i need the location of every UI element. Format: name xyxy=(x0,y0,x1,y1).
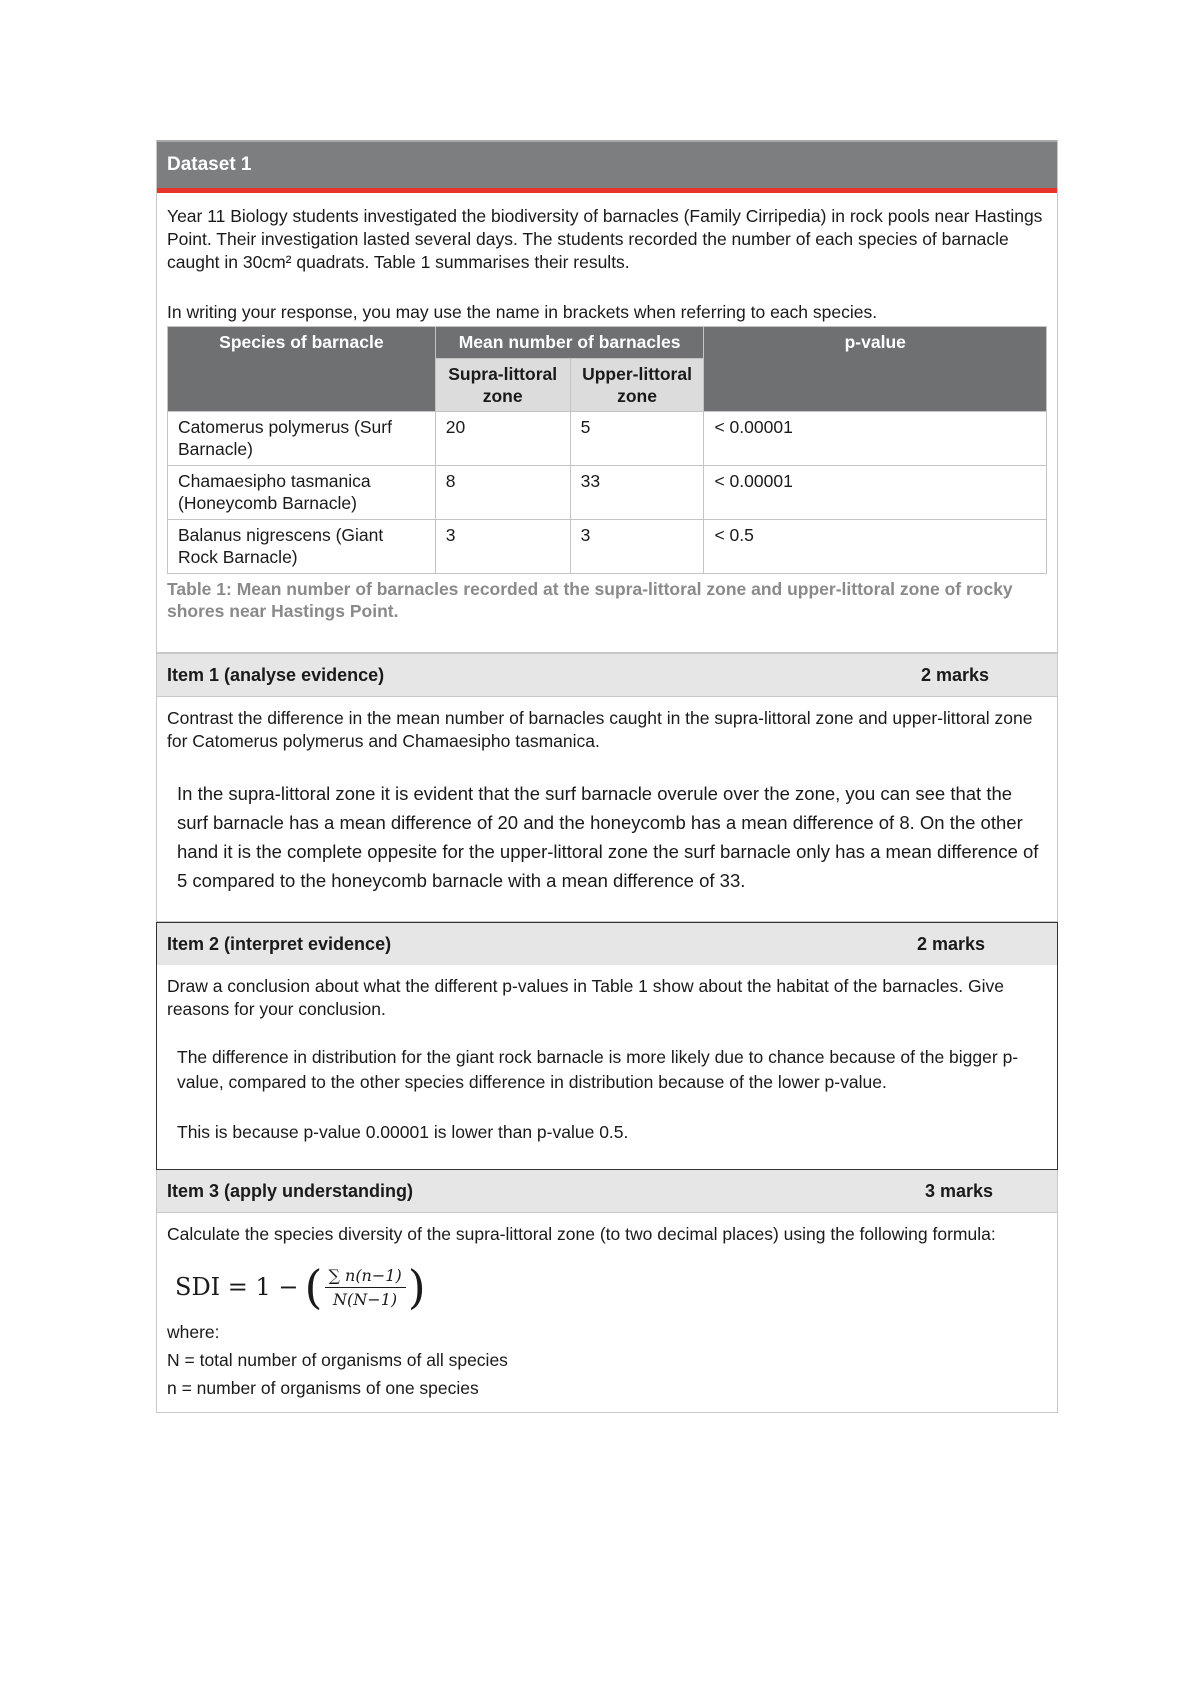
item-1-marks: 2 marks xyxy=(921,665,990,685)
header-mean: Mean number of barnacles xyxy=(435,327,704,359)
item-2-marks: 2 marks xyxy=(917,934,986,954)
item-3-marks: 3 marks xyxy=(925,1181,994,1201)
formula-denominator: N(N−1) xyxy=(333,1289,398,1309)
header-pvalue: p-value xyxy=(704,327,1047,412)
sdi-formula: SDI = 1 − ( $\frac{\sum n(n-1)}{N(N-1)}$ ) xyxy=(175,1260,426,1314)
table-caption: Table 1: Mean number of barnacles recorded at the supra-littoral zone and upper-littoral zone of rocky shores near Hastings Point. xyxy=(167,579,1013,621)
item-3-question: Calculate the species diversity of the supra-littoral zone (to two decimal places) using the following formula: xyxy=(167,1224,996,1244)
item-2-section xyxy=(156,922,1058,1170)
cell-supra: 8 xyxy=(435,466,570,520)
item-1-question: Contrast the difference in the mean number of barnacles caught in the supra-littoral zone and upper-littoral zone for Catomerus polymerus and Chamaesipho tasmanica. xyxy=(167,708,1033,751)
item-2-question: Draw a conclusion about what the different p-values in Table 1 show about the habitat of the barnacles. Give reasons for your conclusion. xyxy=(167,976,1004,1019)
dataset-title: Dataset 1 xyxy=(157,140,1057,193)
formula-fraction xyxy=(325,1266,406,1309)
item-1-section xyxy=(156,653,1058,922)
item-1-answer[interactable]: In the supra-littoral zone it is evident that the surf barnacle overule over the zone, you can see that the surf barnacle has a mean difference of 20 and the honeycomb has a mean difference of 8. On the other hand it is the complete oppesite for the upper-littoral zone the surf barnacle only has a mean difference of 5 compared to the honeycomb barnacle with a mean difference of 33. xyxy=(177,783,1039,891)
dataset-body xyxy=(157,193,1057,652)
table-row xyxy=(168,412,1047,466)
table-row xyxy=(168,466,1047,520)
cell-supra: 20 xyxy=(435,412,570,466)
cell-pvalue: < 0.00001 xyxy=(704,466,1047,520)
dataset-intro: Year 11 Biology students investigated the biodiversity of barnacles (Family Cirripedia) in rock pools near Hastings Point. Their investigation lasted several days. The students recorded the number of each species of barnacle caught in 30cm² quadrats. Table 1 summarises their results. xyxy=(167,206,1043,272)
table-row xyxy=(168,520,1047,574)
header-species: Species of barnacle xyxy=(168,327,436,412)
item-2-answer[interactable] xyxy=(157,1021,1057,1169)
item-2-answer-p2: This is because p-value 0.00001 is lower than p-value 0.5. xyxy=(177,1122,629,1142)
formula-lhs: SDI = 1 − xyxy=(175,1273,299,1301)
cell-pvalue: < 0.5 xyxy=(704,520,1047,574)
formula-definitions xyxy=(157,1310,1057,1412)
item-2-header xyxy=(157,923,1057,965)
item-1-header xyxy=(157,653,1057,697)
cell-species: Balanus nigrescens (Giant Rock Barnacle) xyxy=(168,520,436,574)
cell-supra: 3 xyxy=(435,520,570,574)
header-supra: Supra-littoral zone xyxy=(435,359,570,412)
cell-upper: 5 xyxy=(570,412,704,466)
barnacle-table xyxy=(167,326,1047,574)
item-2-title: Item 2 (interpret evidence) xyxy=(167,934,392,954)
cell-upper: 33 xyxy=(570,466,704,520)
worksheet xyxy=(156,140,1058,1413)
cell-pvalue: < 0.00001 xyxy=(704,412,1047,466)
item-3-header xyxy=(157,1170,1057,1213)
header-upper: Upper-littoral zone xyxy=(570,359,704,412)
item-3-section xyxy=(156,1170,1058,1413)
cell-species: Chamaesipho tasmanica (Honeycomb Barnacle) xyxy=(168,466,436,520)
item-3-title: Item 3 (apply understanding) xyxy=(167,1181,414,1201)
dataset-note: In writing your response, you may use the name in brackets when referring to each species. xyxy=(167,302,878,322)
def-big-n: N = total number of organisms of all species xyxy=(167,1350,508,1370)
formula-numerator: ∑ n(n−1) xyxy=(325,1266,406,1288)
cell-species: Catomerus polymerus (Surf Barnacle) xyxy=(168,412,436,466)
cell-upper: 3 xyxy=(570,520,704,574)
dataset-section xyxy=(156,140,1058,653)
item-1-title: Item 1 (analyse evidence) xyxy=(167,665,385,685)
where-label: where: xyxy=(167,1322,220,1342)
item-2-answer-p1: The difference in distribution for the giant rock barnacle is more likely due to chance because of the bigger p-value, compared to the other species difference in distribution because of the lower p-value. xyxy=(177,1047,1019,1092)
def-small-n: n = number of organisms of one species xyxy=(167,1378,479,1398)
